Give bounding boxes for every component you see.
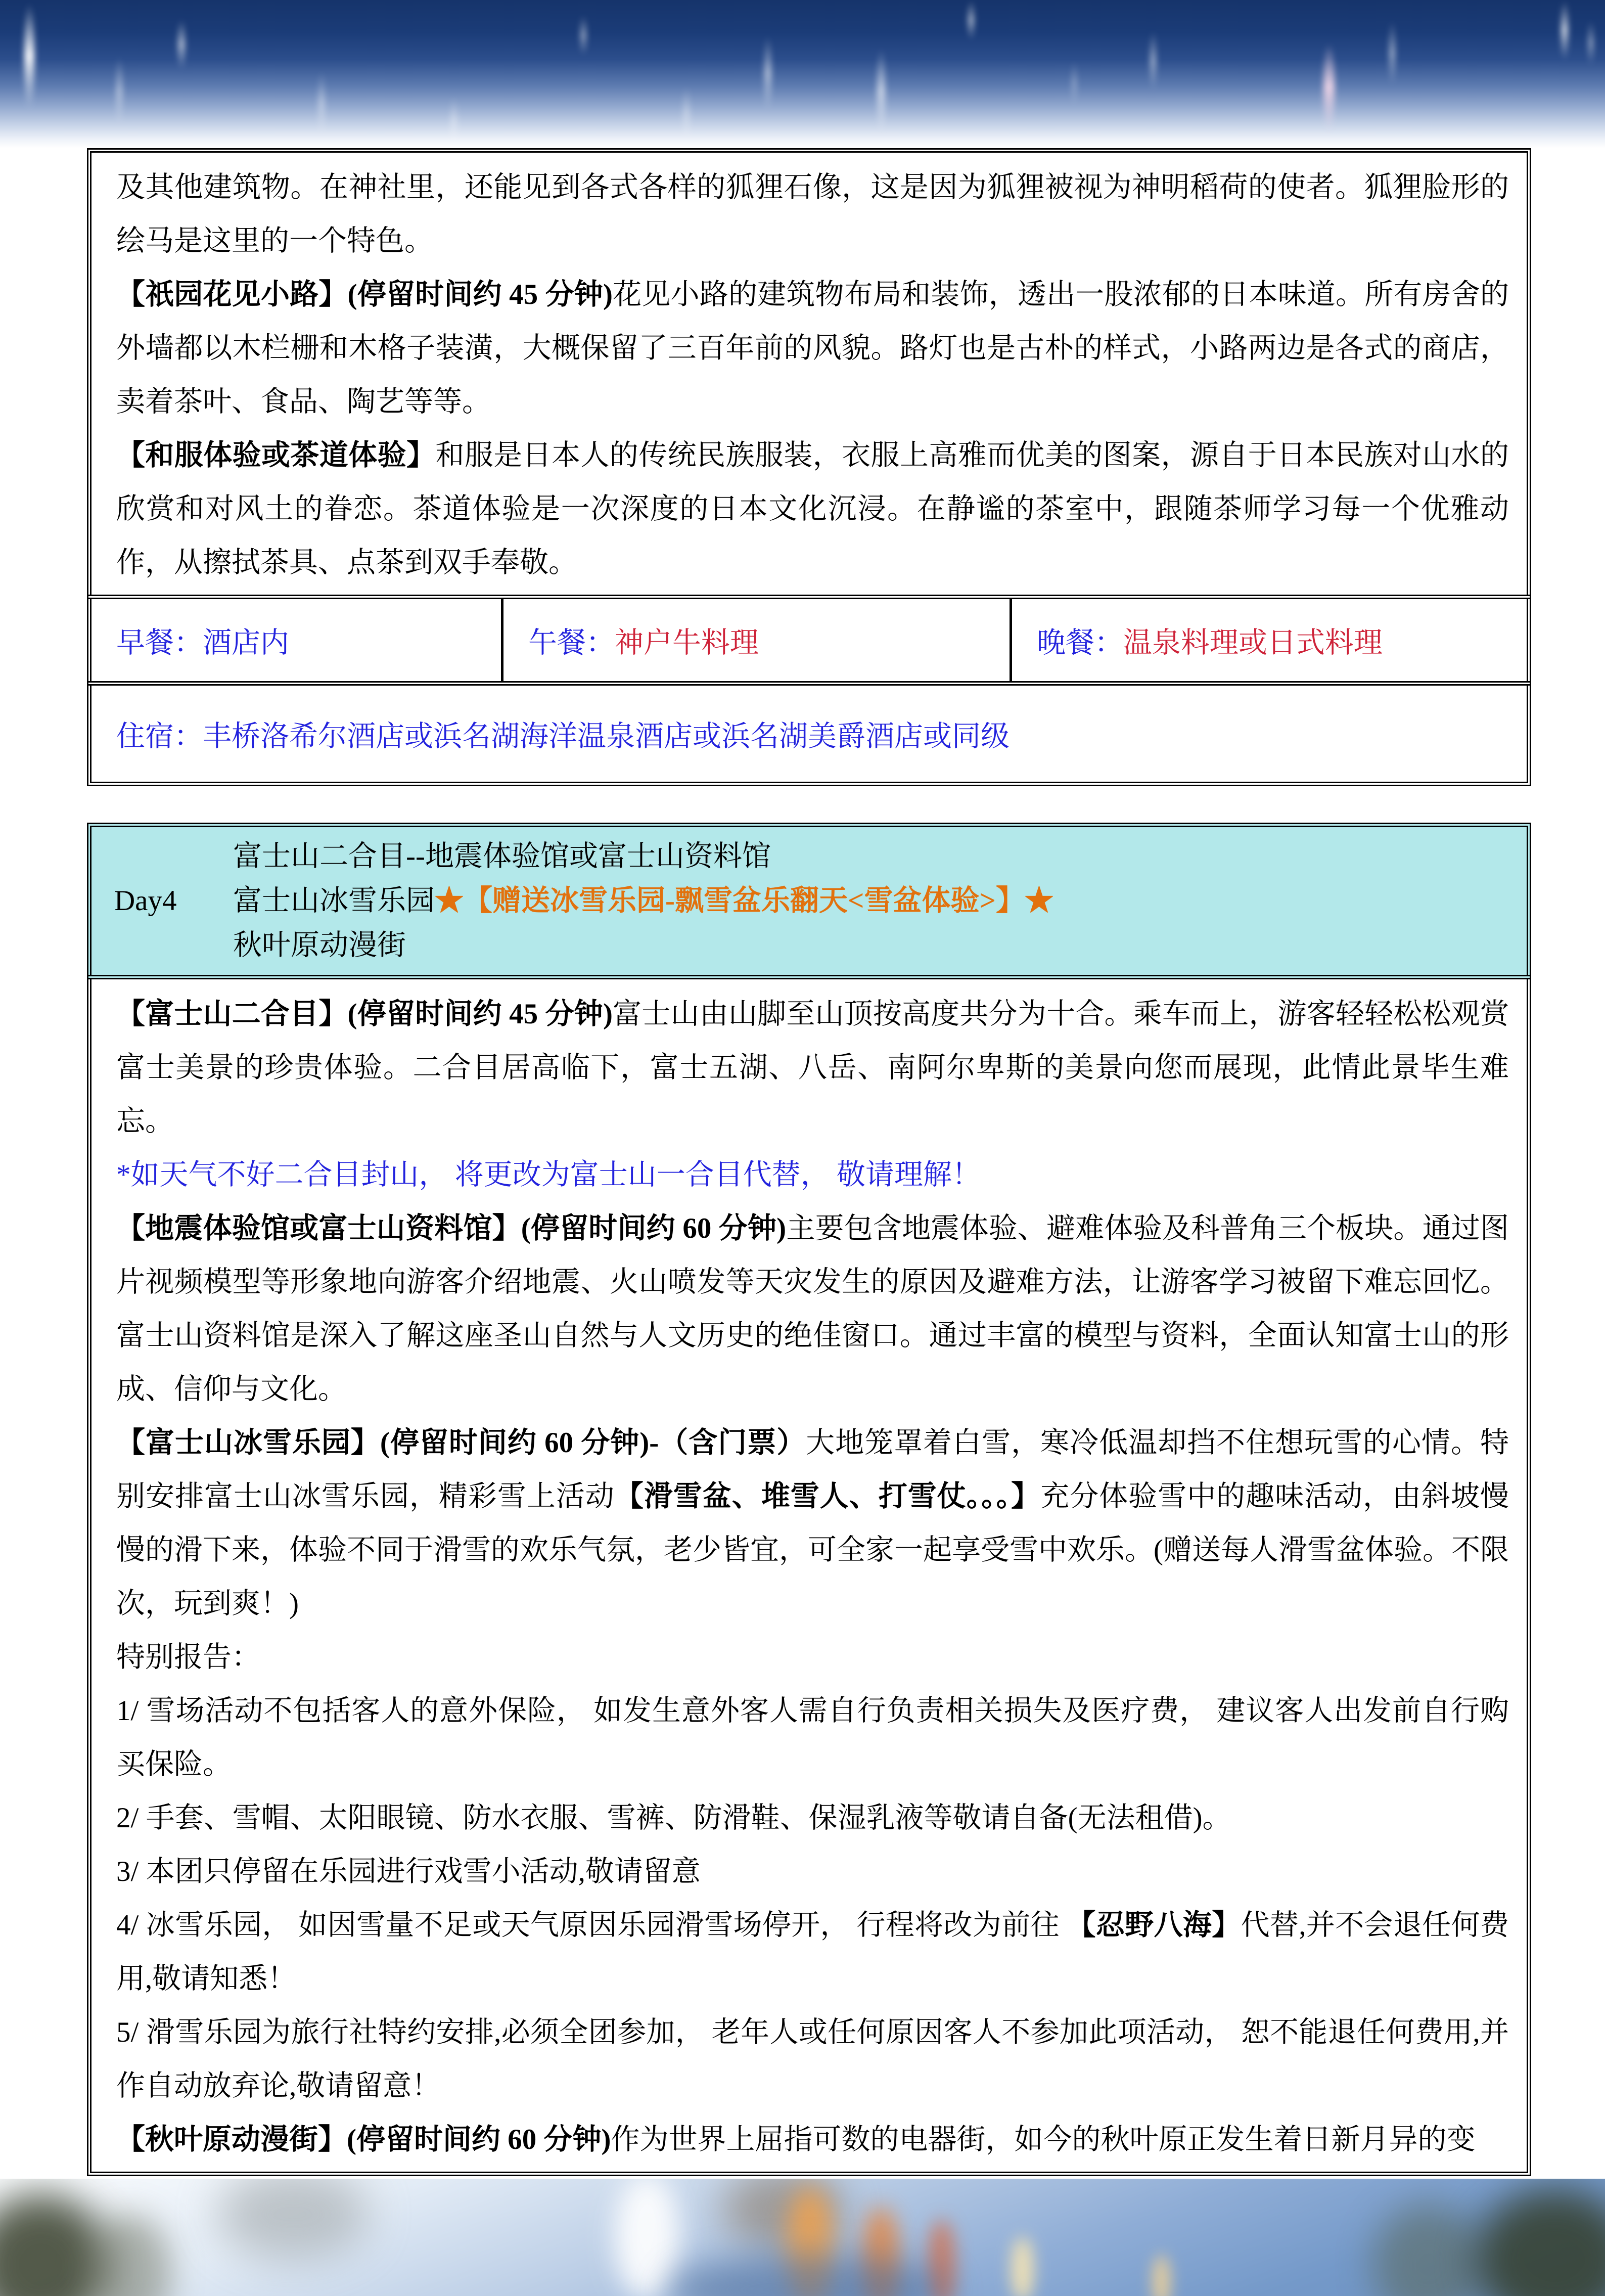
star-streak-icon xyxy=(1150,30,1156,91)
gift-highlight-text: 【赠送冰雪乐园-飘雪盆乐翻天<雪盆体验>】 xyxy=(464,885,1025,917)
note-5-text: 5/ 滑雪乐园为旅行社特约安排,必须全团参加， 老年人或任何原因客人不参加此项活动， 恕不能退任何费用,并作自动放弃论,敬请留意！ xyxy=(116,2016,1509,2102)
photo-blur-white-glow xyxy=(614,2179,680,2296)
star-icon: ★ xyxy=(435,885,464,917)
hotel-table-row xyxy=(87,681,1531,786)
shrine-text: 及其他建筑物。在神社里，还能见到各式各样的狐狸石像，这是因为狐狸被视为神明稻荷的使者。狐狸脸形的绘马是这里的一个特色。 xyxy=(116,171,1509,257)
snowpark-text-1: 大地笼罩着白雪，寒冷低温却挡不住想玩雪的心情。特别安排富士山冰雪乐园，精彩雪上活动 xyxy=(116,1427,1509,1512)
star-streak-icon xyxy=(1389,20,1395,86)
line1-text: 富士山二合目--地震体验馆或富士山资料馆 xyxy=(233,840,771,872)
star-streak-icon xyxy=(24,3,34,109)
lunch-value: 神户牛料理 xyxy=(615,627,759,659)
snowpark-text-2: 充分体验雪中的趣味活动，由斜坡慢慢的滑下来，体验不同于滑雪的欢乐气氛，老少皆宜，可全家一起享受雪中欢乐。(赠送每人滑雪盆体验。不限次，玩到爽！) xyxy=(116,1480,1509,1619)
dinner-value: 温泉料理或日式料理 xyxy=(1123,627,1383,659)
star-streak-icon xyxy=(580,15,586,56)
lunch-cell xyxy=(501,599,1010,681)
star-streak-icon xyxy=(1323,43,1335,131)
star-streak-icon xyxy=(968,0,974,40)
day4-title-line2 xyxy=(233,879,1527,923)
paragraph-note-1 xyxy=(116,1684,1509,1791)
paragraph-note-5 xyxy=(116,2006,1509,2113)
paragraph-note-4 xyxy=(116,1899,1509,2006)
line2-text: 富士山冰雪乐园 xyxy=(233,885,435,917)
gion-heading: 【祇园花见小路】(停留时间约 45 分钟) xyxy=(116,279,613,310)
note-4-text-end: 代替,并不会退任何费用,敬请知悉！ xyxy=(116,1909,1509,1995)
paragraph-note-2 xyxy=(116,1791,1509,1845)
akihabara-heading: 【秋叶原动漫街】(停留时间约 60 分钟) xyxy=(116,2124,611,2155)
header-starry-sky-banner xyxy=(0,0,1605,148)
star-streak-icon xyxy=(877,48,885,134)
day4-title-line1 xyxy=(233,834,1527,879)
day4-description-box xyxy=(87,975,1531,2176)
photo-blur-tree-right2 xyxy=(1372,2204,1484,2296)
paragraph-museum xyxy=(116,1202,1509,1416)
meals-table-row xyxy=(87,595,1531,686)
paragraph-fuji-2nd-station xyxy=(116,987,1509,1148)
museum-text: 主要包含地震体验、避难体验及科普角三个板块。通过图片视频模型等形象地向游客介绍地震、火山喷发等天灾发生的原因及避难方法，让游客学习被留下难忘回忆。富士山资料馆是深入了解这座圣山自然与人文历史的绝佳窗口。通过丰富的模型与资料，全面认知富士山的形成、信仰与文化。 xyxy=(116,1212,1509,1405)
star-streak-icon xyxy=(116,56,122,126)
day-number: Day4 xyxy=(114,885,177,917)
photo-blur-small-light1 xyxy=(1011,2237,1034,2296)
star-streak-icon xyxy=(1072,61,1077,106)
day4-day-label xyxy=(91,834,233,968)
paragraph-note-3 xyxy=(116,1845,1509,1899)
hotel-label: 住宿： xyxy=(116,721,203,752)
day4-header-row xyxy=(87,823,1531,979)
lunch-label: 午餐： xyxy=(528,627,615,659)
paragraph-weather-note xyxy=(116,1148,1509,1202)
fuji-text: 富士山由山脚至山顶按高度共分为十合。乘车而上，游客轻轻松松观赏富士美景的珍贵体验。二合目居高临下，富士五湖、八岳、南阿尔卑斯的美景向您而展现，此情此景毕生难忘。 xyxy=(116,998,1509,1137)
akihabara-text: 作为世界上屈指可数的电器街，如今的秋叶原正发生着日新月异的变 xyxy=(611,2124,1476,2155)
fuji-heading: 【富士山二合目】(停留时间约 45 分钟) xyxy=(116,998,613,1030)
note-3-text: 3/ 本团只停留在乐园进行戏雪小活动,敬请留意 xyxy=(116,1856,701,1887)
day4-title-lines xyxy=(233,834,1527,968)
photo-blur-small-light2 xyxy=(1153,2255,1170,2296)
hotel-value: 丰桥洛希尔酒店或浜名湖海洋温泉酒店或浜名湖美爵酒店或同级 xyxy=(203,721,1010,752)
paragraph-special-report-title xyxy=(116,1631,1509,1684)
star-streak-icon xyxy=(318,71,325,137)
snowpark-activities: 【滑雪盆、堆雪人、打雪仗。。。】 xyxy=(614,1480,1041,1512)
paragraph-kimono-tea xyxy=(116,429,1509,590)
snowpark-heading: 【富士山冰雪乐园】(停留时间约 60 分钟)-（含门票） xyxy=(116,1427,806,1459)
star-streak-icon xyxy=(683,86,690,142)
star-streak-icon xyxy=(1561,0,1568,61)
line3-text: 秋叶原动漫街 xyxy=(233,929,406,961)
day4-title-line3 xyxy=(233,923,1527,968)
star-streak-icon xyxy=(178,19,185,70)
footer-photo-night-view xyxy=(0,2179,1605,2296)
special-report-title: 特别报告： xyxy=(116,1641,260,1673)
paragraph-gion xyxy=(116,268,1509,429)
museum-heading: 【地震体验馆或富士山资料馆】(停留时间约 60 分钟) xyxy=(116,1212,787,1244)
paragraph-shrine xyxy=(116,161,1509,268)
breakfast-value: 酒店内 xyxy=(203,627,289,659)
paragraph-snowpark xyxy=(116,1416,1509,1631)
itinerary-document xyxy=(87,148,1531,2176)
star-streak-icon xyxy=(764,35,771,111)
star-icon: ★ xyxy=(1024,885,1053,917)
note-2-text: 2/ 手套、雪帽、太阳眼镜、防水衣服、雪裤、防滑鞋、保湿乳液等敬请自备(无法租借)。 xyxy=(116,1802,1231,1834)
paragraph-akihabara xyxy=(116,2113,1509,2167)
weather-note-text: *如天气不好二合目封山， 将更改为富士山一合目代替， 敬请理解！ xyxy=(116,1159,981,1191)
photo-blur-tree-right xyxy=(1474,2189,1605,2296)
kimono-text: 和服是日本人的传统民族服装，衣服上高雅而优美的图案，源自于日本民族对山水的欣赏和对风土的眷恋。茶道体验是一次深度的日本文化沉浸。在静谧的茶室中，跟随茶师学习每一个优雅动作，从擦拭茶具、点茶到双手奉敬。 xyxy=(116,439,1509,578)
kimono-heading: 【和服体验或茶道体验】 xyxy=(116,439,436,471)
dinner-label: 晚餐： xyxy=(1037,627,1123,659)
note-4-text: 4/ 冰雪乐园， 如因雪量不足或天气原因乐园滑雪场停开， 行程将改为前往 xyxy=(116,1909,1067,1941)
photo-blur-gray xyxy=(217,2179,369,2260)
star-streak-icon xyxy=(1588,20,1593,66)
breakfast-label: 早餐： xyxy=(116,627,203,659)
dinner-cell xyxy=(1010,599,1527,681)
breakfast-cell xyxy=(91,599,501,681)
gion-text: 花见小路的建筑物布局和装饰，透出一股浓郁的日本味道。所有房舍的外墙都以木栏栅和木格子装潢，大概保留了三百年前的风貌。路灯也是古朴的样式，小路两边是各式的商店，卖着茶叶、食品、陶艺等等。 xyxy=(116,279,1509,418)
day3-description-box xyxy=(87,148,1531,599)
star-streak-icon xyxy=(451,96,457,147)
note-1-text: 1/ 雪场活动不包括客人的意外保险， 如发生意外客人需自行负责相关损失及医疗费， 建议客人出发前自行购买保险。 xyxy=(116,1695,1509,1780)
oshino-hakkai-highlight: 【忍野八海】 xyxy=(1067,1909,1241,1941)
photo-blur-water xyxy=(667,2255,950,2296)
section-spacer xyxy=(87,786,1531,823)
